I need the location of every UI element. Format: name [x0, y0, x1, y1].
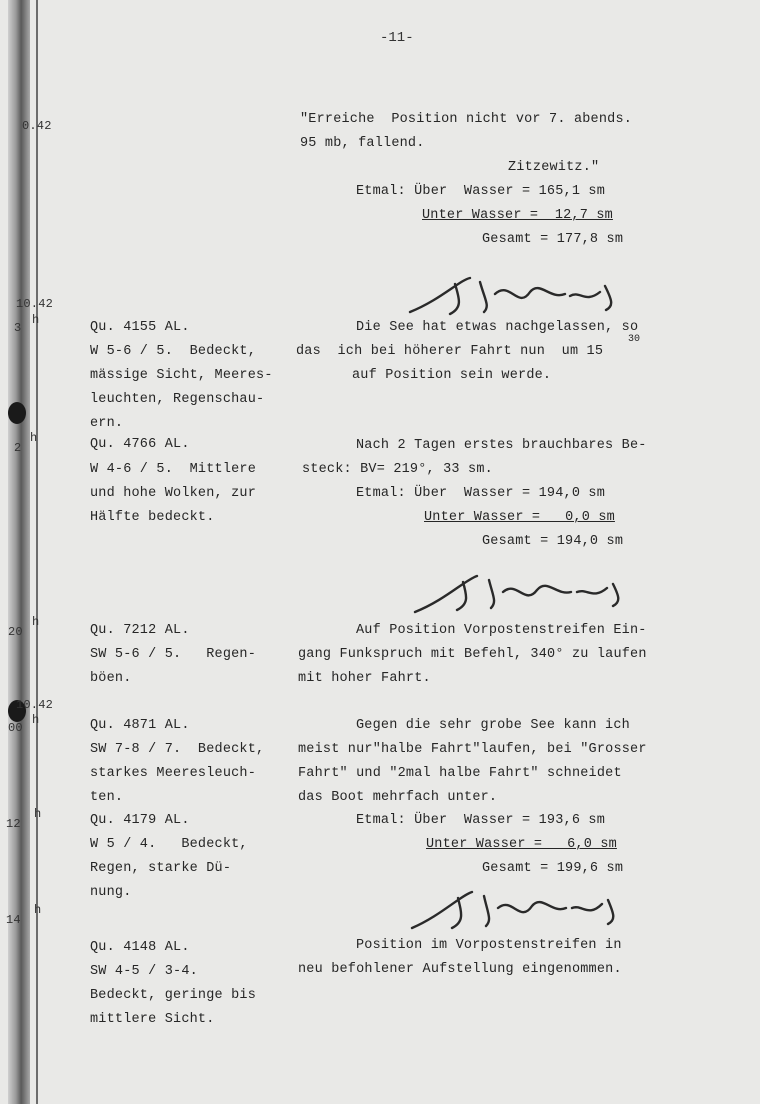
left-line: Qu. 4871 AL. — [90, 718, 190, 733]
left-line: mässige Sicht, Meeres- — [90, 368, 273, 383]
signature — [405, 566, 645, 616]
right-line: Unter Wasser = 12,7 sm — [422, 208, 613, 223]
right-line: Fahrt" und "2mal halbe Fahrt" schneidet — [298, 766, 622, 781]
margin-line — [36, 0, 38, 1104]
right-line: das Boot mehrfach unter. — [298, 790, 498, 805]
right-line: Etmal: Über Wasser = 194,0 sm — [356, 486, 606, 501]
right-line: Unter Wasser = 0,0 sm — [424, 510, 615, 525]
right-line: gang Funkspruch mit Befehl, 340° zu laufen — [298, 647, 647, 662]
right-line: Zitzewitz." — [508, 160, 600, 175]
left-line: ern. — [90, 416, 124, 431]
margin-mark: h — [30, 431, 38, 445]
margin-mark: h — [32, 313, 40, 327]
right-line: auf Position sein werde. — [352, 368, 552, 383]
left-line: Qu. 7212 AL. — [90, 623, 190, 638]
left-line: leuchten, Regenschau- — [90, 392, 265, 407]
left-line: W 5 / 4. Bedeckt, — [90, 837, 248, 852]
margin-mark: 20 — [8, 625, 23, 639]
left-line: SW 5-6 / 5. Regen- — [90, 647, 257, 662]
margin-mark: h — [32, 713, 40, 727]
right-line: Die See hat etwas nachgelassen, so — [356, 320, 639, 335]
binding-edge — [8, 0, 30, 1104]
left-line: ten. — [90, 790, 124, 805]
left-line: böen. — [90, 671, 132, 686]
left-line: W 4-6 / 5. Mittlere — [90, 462, 257, 477]
left-line: W 5-6 / 5. Bedeckt, — [90, 344, 257, 359]
right-line: steck: BV= 219°, 33 sm. — [302, 462, 493, 477]
margin-mark: 14 — [6, 913, 21, 927]
right-line: 95 mb, fallend. — [300, 136, 425, 151]
right-line: neu befohlener Aufstellung eingenommen. — [298, 962, 622, 977]
left-line: mittlere Sicht. — [90, 1012, 215, 1027]
right-line: Gegen die sehr grobe See kann ich — [356, 718, 630, 733]
left-line: Qu. 4155 AL. — [90, 320, 190, 335]
right-line: Gesamt = 199,6 sm — [482, 861, 624, 876]
margin-mark: 12 — [6, 817, 21, 831]
right-line: Etmal: Über Wasser = 165,1 sm — [356, 184, 606, 199]
signature — [400, 884, 640, 934]
superscript-minutes: 30 — [628, 334, 641, 345]
left-line: Regen, starke Dü- — [90, 861, 232, 876]
margin-mark: 3 — [14, 321, 22, 335]
left-line: SW 4-5 / 3-4. — [90, 964, 198, 979]
right-line: "Erreiche Position nicht vor 7. abends. — [300, 112, 633, 127]
left-line: Hälfte bedeckt. — [90, 510, 215, 525]
right-line: Gesamt = 194,0 sm — [482, 534, 624, 549]
margin-mark: h — [32, 615, 40, 629]
signature — [400, 270, 640, 320]
margin-mark: 10.42 — [16, 698, 54, 712]
right-line: Etmal: Über Wasser = 193,6 sm — [356, 813, 606, 828]
margin-mark: h — [34, 903, 42, 917]
left-line: Bedeckt, geringe bis — [90, 988, 257, 1003]
margin-mark: 10.42 — [16, 297, 54, 311]
right-line: Nach 2 Tagen erstes brauchbares Be- — [356, 438, 647, 453]
left-line: Qu. 4148 AL. — [90, 940, 190, 955]
margin-mark: 0.42 — [22, 119, 52, 133]
page-number: -11- — [380, 30, 414, 46]
margin-mark: 00 — [8, 721, 23, 735]
right-line: das ich bei höherer Fahrt nun um 15 — [296, 344, 604, 359]
left-line: und hohe Wolken, zur — [90, 486, 257, 501]
right-line: mit hoher Fahrt. — [298, 671, 431, 686]
margin-mark: 2 — [14, 441, 22, 455]
right-line: Auf Position Vorpostenstreifen Ein- — [356, 623, 647, 638]
left-line: Qu. 4179 AL. — [90, 813, 190, 828]
right-line: Unter Wasser = 6,0 sm — [426, 837, 617, 852]
left-line: SW 7-8 / 7. Bedeckt, — [90, 742, 265, 757]
margin-mark: h — [34, 807, 42, 821]
right-line: Position im Vorpostenstreifen in — [356, 938, 622, 953]
punch-hole — [8, 402, 26, 424]
left-line: Qu. 4766 AL. — [90, 437, 190, 452]
left-line: starkes Meeresleuch- — [90, 766, 257, 781]
right-line: Gesamt = 177,8 sm — [482, 232, 624, 247]
left-line: nung. — [90, 885, 132, 900]
right-line: meist nur"halbe Fahrt"laufen, bei "Grosser — [298, 742, 647, 757]
